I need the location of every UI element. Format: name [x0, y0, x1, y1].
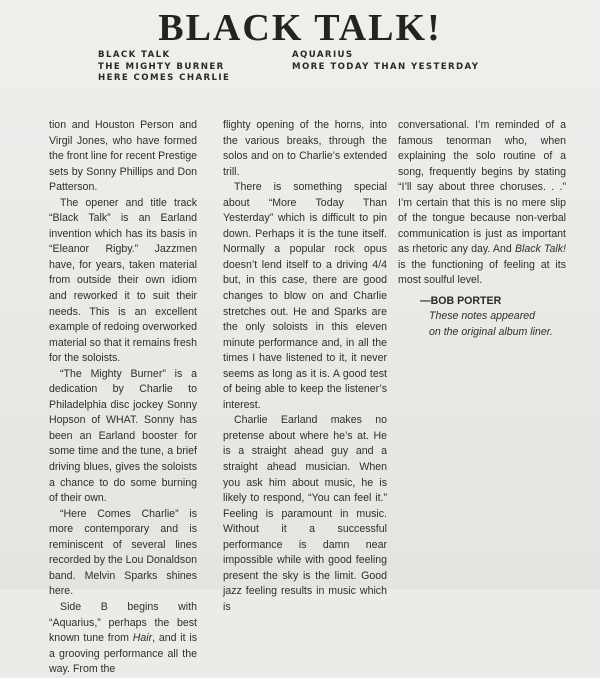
- credit-note-line: on the original album liner.: [429, 325, 553, 338]
- track-list-side-b: [292, 50, 479, 73]
- paragraph: [398, 118, 566, 289]
- author-credit: [420, 294, 590, 340]
- author-name: —BOB PORTER: [420, 295, 502, 307]
- text-run: conversational. I’m reminded of a famous tenorman who, when explaining the solo routine of a song, frequently begins by stating “I’ll say about three choruses. . .” I’m certain that this is no mere slip of the tongue because non-verbal communication is just as important as rhetoric any day. And: [398, 119, 566, 256]
- text-run: , and it is a grooving performance all the way. From the: [49, 632, 197, 676]
- paragraph: tion and Houston Person and Virgil Jones, who have formed the front line for recent Prestige sets by Sonny Phillips and Don Patterson.: [49, 119, 197, 194]
- paragraph: There is something special about “More Today Than Yesterday” which is difficult to pin down. Perhaps it is the tune itself. Normally a popular rock opus doesn’t lend itself to a driving 4/4 but, in this case, there are good changes to blow on and Charlie stretches out. He and Sparks are the only soloists in this eleven minute performance and, in all the times I have listened to it, it never seems as long as it is. A good test of being able to keep the listener’s interest.: [223, 181, 387, 411]
- track-title: MORE TODAY THAN YESTERDAY: [292, 61, 480, 72]
- text-run: Side B begins with “Aquarius,” perhaps the best known tune from: [49, 600, 197, 645]
- paragraph: Charlie Earland makes no pretense about where he’s at. He is a straight ahead guy and a straight ahead musician. When you ask him about music, he is likely to respond, “You can feel it.” Feeling is paramount in music. Without it a successful performance is damn near impossible while with good feeling present the sky is the limit. Good jazz feeling results in music which is: [223, 414, 387, 613]
- credit-note-line: These notes appeared: [429, 310, 536, 322]
- album-title-italic: Black Talk!: [514, 243, 566, 256]
- paragraph: “Here Comes Charlie” is more contemporary and is reminiscent of several lines recorded by the Lou Donaldson band. Melvin Sparks shines here.: [49, 507, 197, 598]
- paragraph: “The Mighty Burner” is a dedication by Charlie to Philadelphia disc jockey Sonny Hopson of WHAT. Sonny has been an Earland booster for some time and the tune, a brief driving blues, gives the soloists a chance to do some burning of their own.: [49, 367, 197, 505]
- text-run: is the functioning of feeling at its most soulful level.: [398, 258, 566, 287]
- track-title: HERE COMES CHARLIE: [98, 73, 231, 83]
- track-title: THE MIGHTY BURNER: [98, 61, 225, 72]
- credit-note: [429, 309, 590, 340]
- page-title: BLACK TALK!: [158, 7, 442, 49]
- paragraph: flighty opening of the horns, into the various breaks, through the solos and on to Charlie’s extended trill.: [223, 119, 387, 178]
- paragraph: The opener and title track “Black Talk” is an Earland invention which has its basis in “Eleanor Rigby.” Jazzmen have, for years, taken material from outside their own idiom and reworked it to suit their needs. This is an excellent example of redoing overworked material so that it remains fresh for the soloists.: [49, 196, 197, 365]
- track-list-side-a: [98, 50, 230, 85]
- track-title: AQUARIUS: [292, 50, 354, 60]
- text-column-2: [223, 118, 387, 616]
- text-column-1: [49, 118, 197, 678]
- track-title: BLACK TALK: [98, 50, 171, 60]
- paragraph: [49, 600, 197, 678]
- text-column-3: [398, 118, 566, 289]
- album-title-italic: Hair: [132, 632, 153, 645]
